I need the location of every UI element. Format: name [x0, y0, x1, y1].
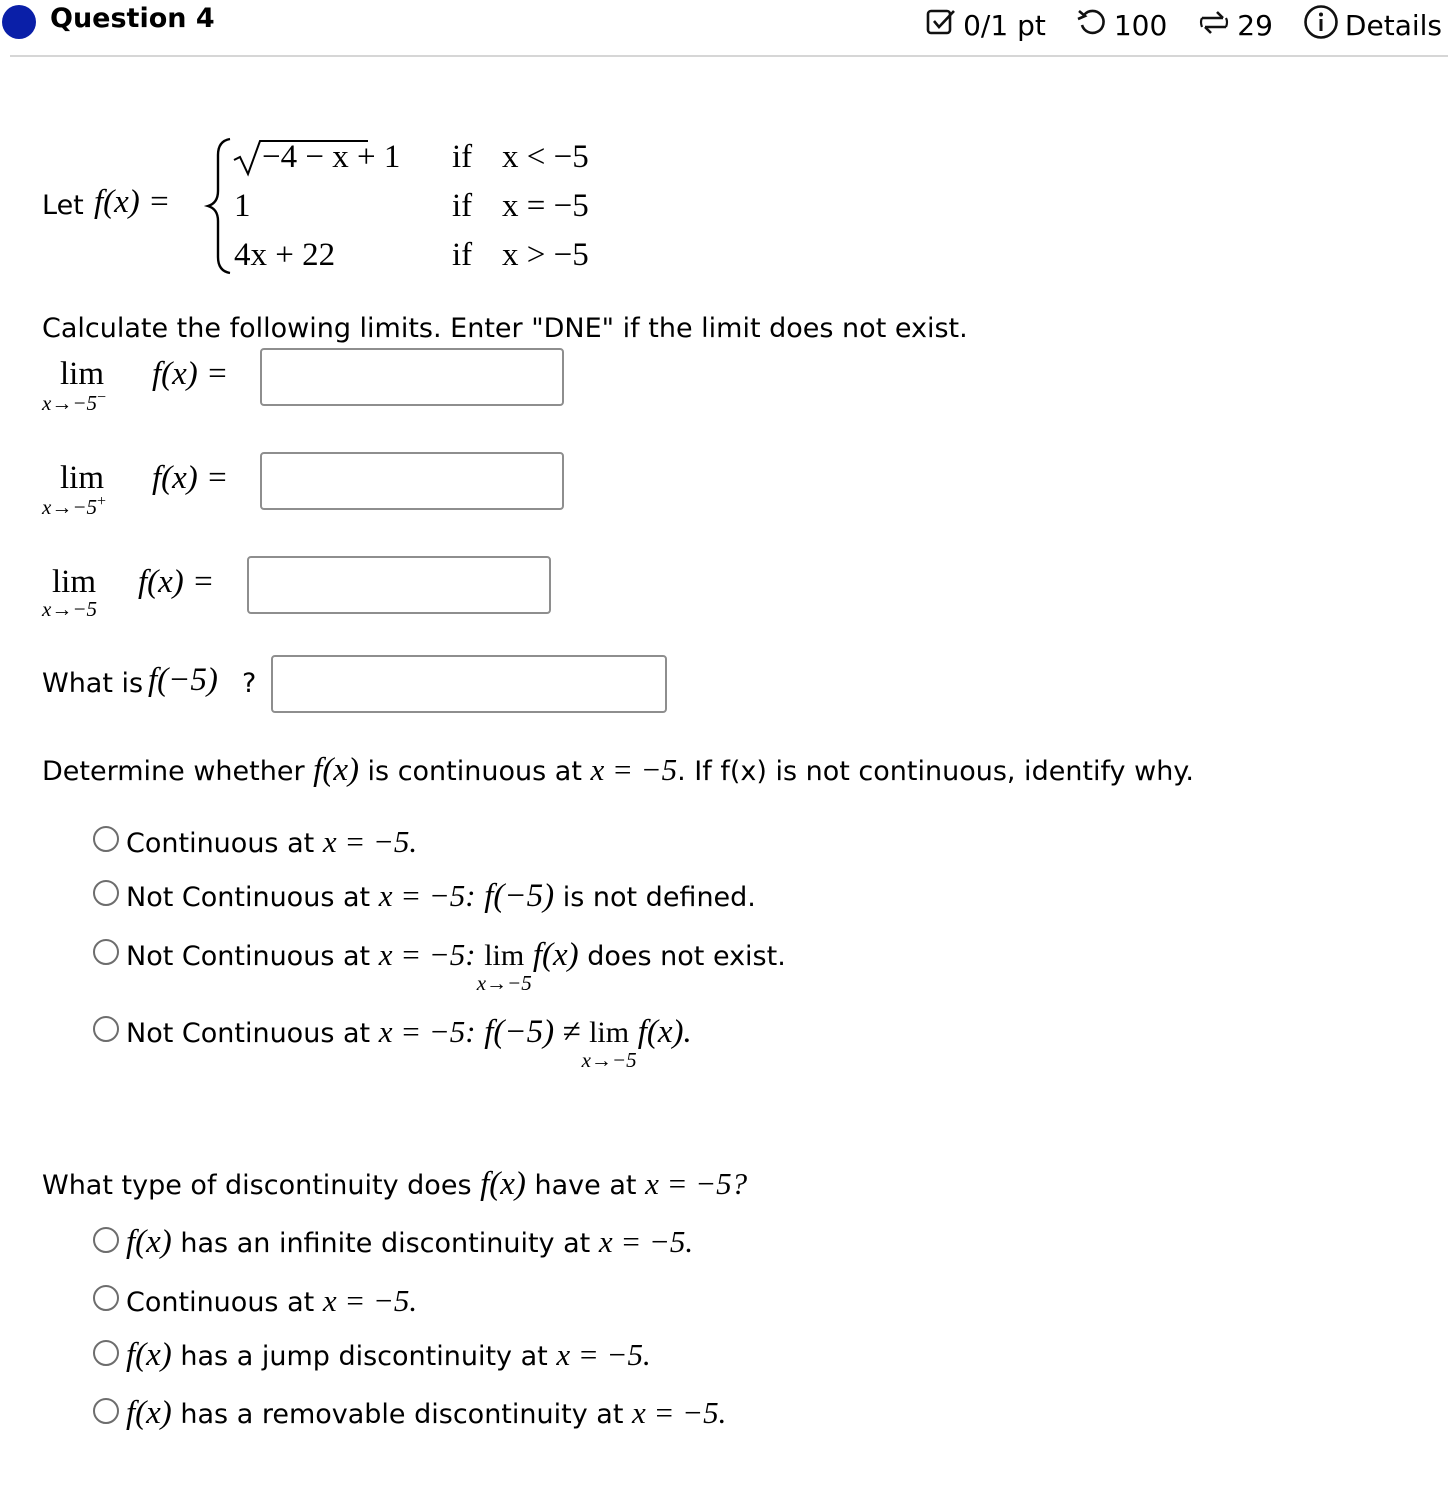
- lim-right-word: lim: [60, 460, 105, 496]
- score-check-icon: [925, 6, 957, 45]
- case2-expression: 1: [234, 188, 251, 224]
- continuity-option-3: Not Continuous at x = −5: lim x→−5 f(x) does not exist.: [126, 937, 786, 995]
- retries-count: 100: [1113, 9, 1168, 42]
- lim-both-fx: f(x) =: [138, 564, 215, 600]
- question-title: Question 4: [50, 3, 215, 34]
- score-text: 0/1 pt: [963, 9, 1046, 42]
- discontinuity-option-1: f(x) has an infinite discontinuity at x = −5.: [126, 1224, 694, 1260]
- case1-expression: −4 − x + 1: [262, 139, 401, 175]
- discontinuity-radio-4[interactable]: [93, 1398, 119, 1424]
- lim-right-input[interactable]: [260, 452, 564, 510]
- discontinuity-option-4: f(x) has a removable discontinuity at x = −5.: [126, 1395, 727, 1431]
- definition-prefix: Let: [42, 190, 84, 221]
- retry-icon: [1076, 6, 1108, 45]
- info-icon[interactable]: [1303, 4, 1339, 47]
- discontinuity-radio-1[interactable]: [93, 1227, 119, 1253]
- case3-expression: 4x + 22: [234, 237, 336, 273]
- f-value-expr: f(−5): [148, 662, 218, 698]
- case1-condition: x < −5: [502, 139, 589, 175]
- f-value-input[interactable]: [271, 655, 667, 713]
- question-meta: [925, 4, 1442, 47]
- piecewise-brace: [200, 135, 236, 277]
- lim-both-word: lim: [52, 564, 97, 600]
- lim-left-word: lim: [60, 356, 105, 392]
- case3-condition: x > −5: [502, 237, 589, 273]
- lim-left-input[interactable]: [260, 348, 564, 406]
- lim-right-fx: f(x) =: [152, 460, 229, 496]
- continuity-radio-4[interactable]: [93, 1016, 119, 1042]
- discontinuity-radio-2[interactable]: [93, 1285, 119, 1311]
- case1-if: if: [452, 139, 473, 175]
- discontinuity-option-3: f(x) has a jump discontinuity at x = −5.: [126, 1337, 651, 1373]
- continuity-prompt: Determine whether f(x) is continuous at x = −5. If f(x) is not continuous, identify why.: [42, 752, 1195, 788]
- discontinuity-radio-3[interactable]: [93, 1340, 119, 1366]
- lim-both-input[interactable]: [247, 556, 551, 614]
- f-value-prefix: What is: [42, 668, 144, 699]
- continuity-radio-2[interactable]: [93, 880, 119, 906]
- lim-right-subscript: x→−5+: [42, 493, 107, 519]
- f-value-suffix: ?: [242, 668, 257, 699]
- lim-left-fx: f(x) =: [152, 356, 229, 392]
- discontinuity-option-2: Continuous at x = −5.: [126, 1283, 418, 1318]
- attempts-icon: [1197, 6, 1231, 45]
- continuity-option-4: Not Continuous at x = −5: f(−5) ≠ lim x→−5 f(x).: [126, 1014, 692, 1072]
- continuity-radio-3[interactable]: [93, 939, 119, 965]
- continuity-option-2: Not Continuous at x = −5: f(−5) is not defined.: [126, 878, 756, 914]
- continuity-radio-1[interactable]: [93, 826, 119, 852]
- header-divider: [10, 55, 1448, 57]
- continuity-option-1: Continuous at x = −5.: [126, 824, 418, 859]
- definition-fname: f(x) =: [94, 184, 171, 220]
- lim-left-subscript: x→−5−: [42, 389, 107, 415]
- instructions: Calculate the following limits. Enter "DNE" if the limit does not exist.: [42, 313, 968, 344]
- discontinuity-prompt: What type of discontinuity does f(x) have at x = −5?: [42, 1166, 748, 1202]
- question-status-dot: [2, 5, 36, 39]
- attempts-count: 29: [1237, 9, 1273, 42]
- details-link[interactable]: Details: [1344, 9, 1442, 42]
- case2-if: if: [452, 188, 473, 224]
- case3-if: if: [452, 237, 473, 273]
- lim-both-subscript: x→−5: [42, 597, 97, 621]
- case2-condition: x = −5: [502, 188, 589, 224]
